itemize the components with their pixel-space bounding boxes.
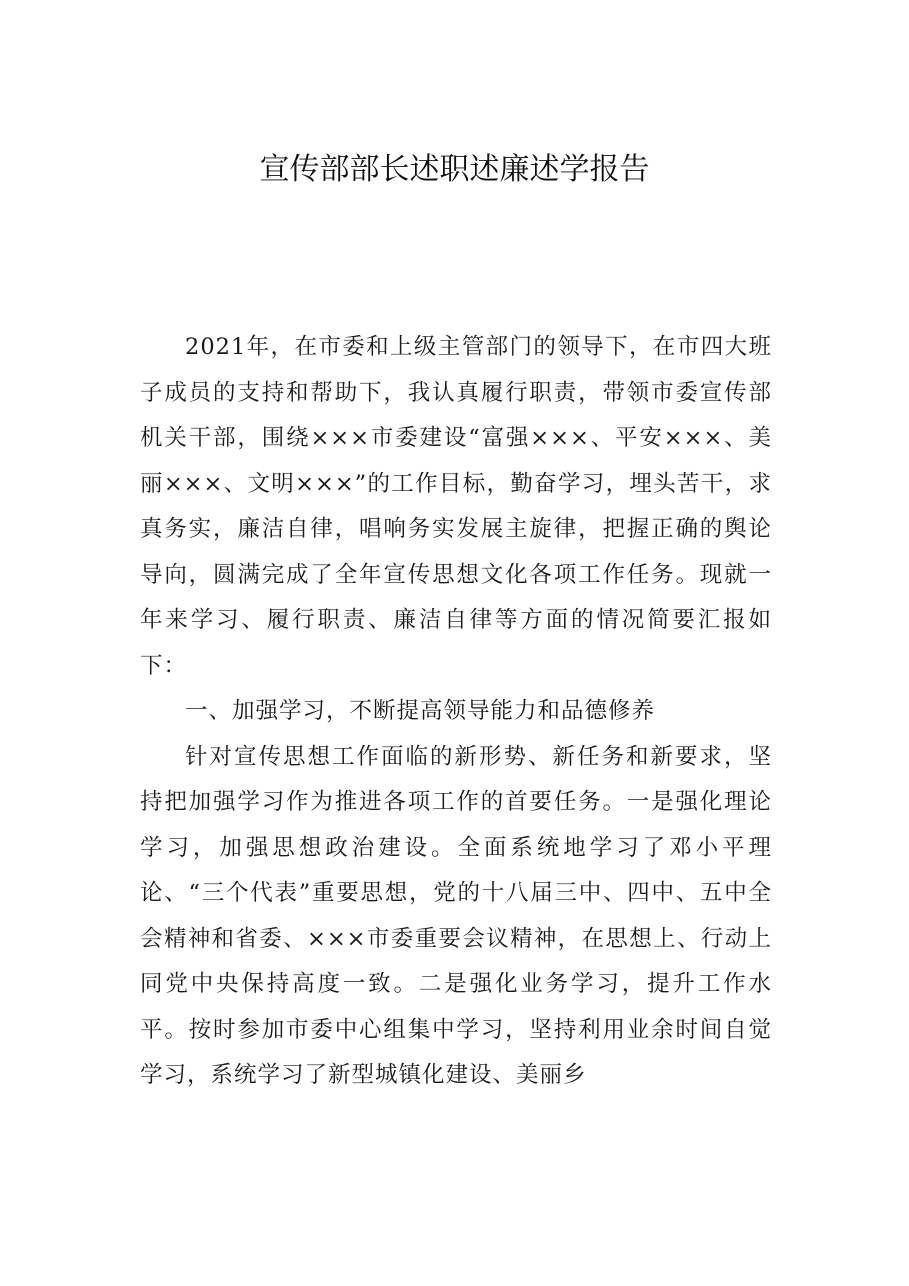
document-body <box>140 325 772 1099</box>
paragraph-intro: 2021年，在市委和上级主管部门的领导下，在市四大班子成员的支持和帮助下，我认真履行职责，带领市委宣传部机关干部，围绕×××市委建设“富强×××、平安×××、美丽×××、文明×××”的工作目标，勤奋学习，埋头苦干，求真务实，廉洁自律，唱响务实发展主旋律，把握正确的舆论导向，圆满完成了全年宣传思想文化各项工作任务。现就一年来学习、履行职责、廉洁自律等方面的情况简要汇报如下： <box>140 334 772 679</box>
paragraph-section-1: 针对宣传思想工作面临的新形势、新任务和新要求，坚持把加强学习作为推进各项工作的首要任务。一是强化理论学习，加强思想政治建设。全面系统地学习了邓小平理论、“三个代表”重要思想，党的十八届三中、四中、五中全会精神和省委、×××市委重要会议精神，在思想上、行动上同党中央保持高度一致。二是强化业务学习，提升工作水平。按时参加市委中心组集中学习，坚持利用业余时间自觉学习，系统学习了新型城镇化建设、美丽乡 <box>140 743 772 1088</box>
section-heading-1: 一、加强学习，不断提高领导能力和品德修养 <box>185 698 656 724</box>
document-title: 宣传部部长述职述廉述学报告 <box>259 152 650 187</box>
